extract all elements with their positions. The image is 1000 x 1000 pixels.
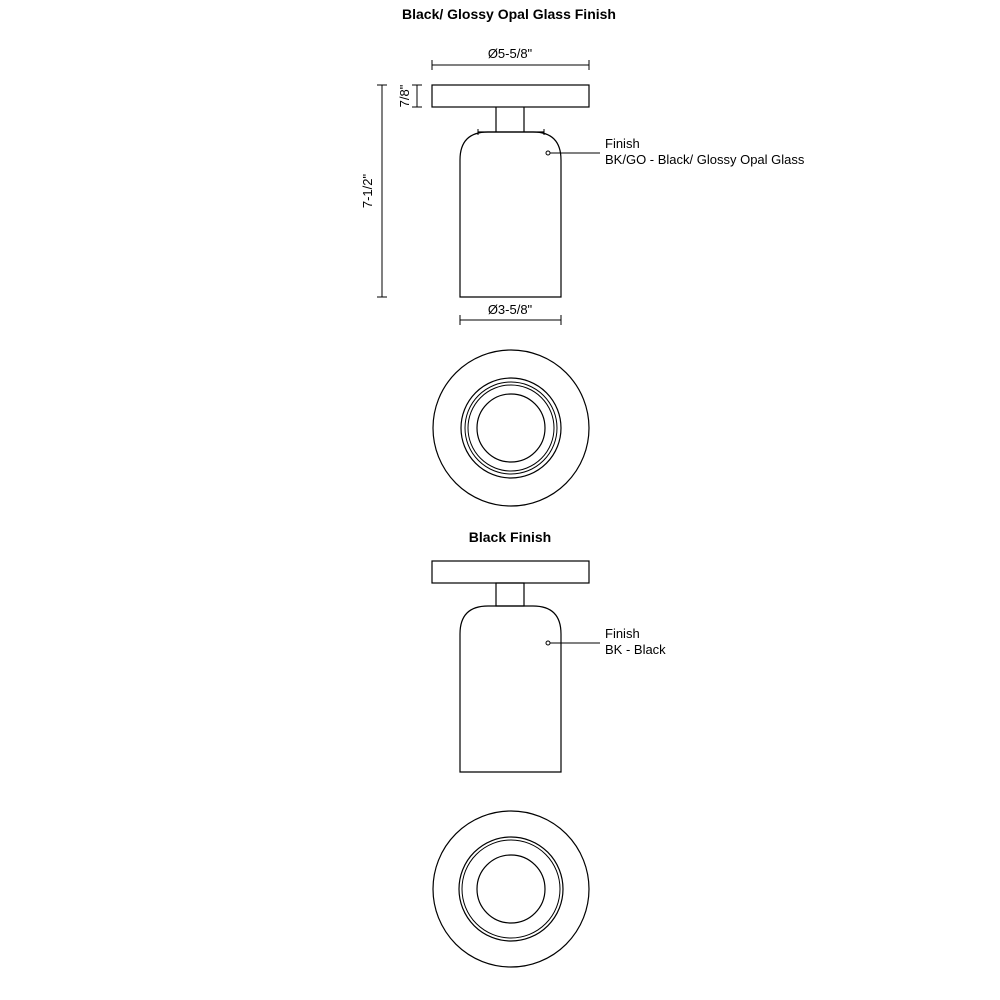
canopy-diameter-label: Ø5-5/8" xyxy=(487,46,533,61)
finish-callout-glossy xyxy=(546,136,805,167)
dimension-canopy-height xyxy=(397,84,422,107)
dimension-total-height xyxy=(360,85,387,297)
dimension-canopy-diameter xyxy=(432,46,589,70)
side-elevation-glossy xyxy=(432,85,589,297)
dimension-shade-diameter xyxy=(460,302,561,325)
stem xyxy=(496,583,524,606)
callout-value-black: BK - Black xyxy=(605,642,666,657)
glass-shade xyxy=(460,132,561,297)
canopy xyxy=(432,85,589,107)
callout-label-glossy: Finish xyxy=(605,136,640,151)
shade-diameter-label: Ø3-5/8" xyxy=(487,302,533,317)
finish-callout-black xyxy=(546,626,666,657)
bottom-view-glossy xyxy=(433,350,589,506)
side-elevation-black xyxy=(432,561,589,772)
canopy xyxy=(432,561,589,583)
section-title-black: Black Finish xyxy=(468,529,552,545)
metal-shade xyxy=(460,606,561,772)
callout-label-black: Finish xyxy=(605,626,640,641)
total-height-label: 7-1/2" xyxy=(360,173,375,209)
bottom-view-black xyxy=(433,811,589,967)
section-title-glossy: Black/ Glossy Opal Glass Finish xyxy=(402,6,616,22)
canopy-height-label: 7/8" xyxy=(397,84,412,108)
callout-value-glossy: BK/GO - Black/ Glossy Opal Glass xyxy=(605,152,805,167)
